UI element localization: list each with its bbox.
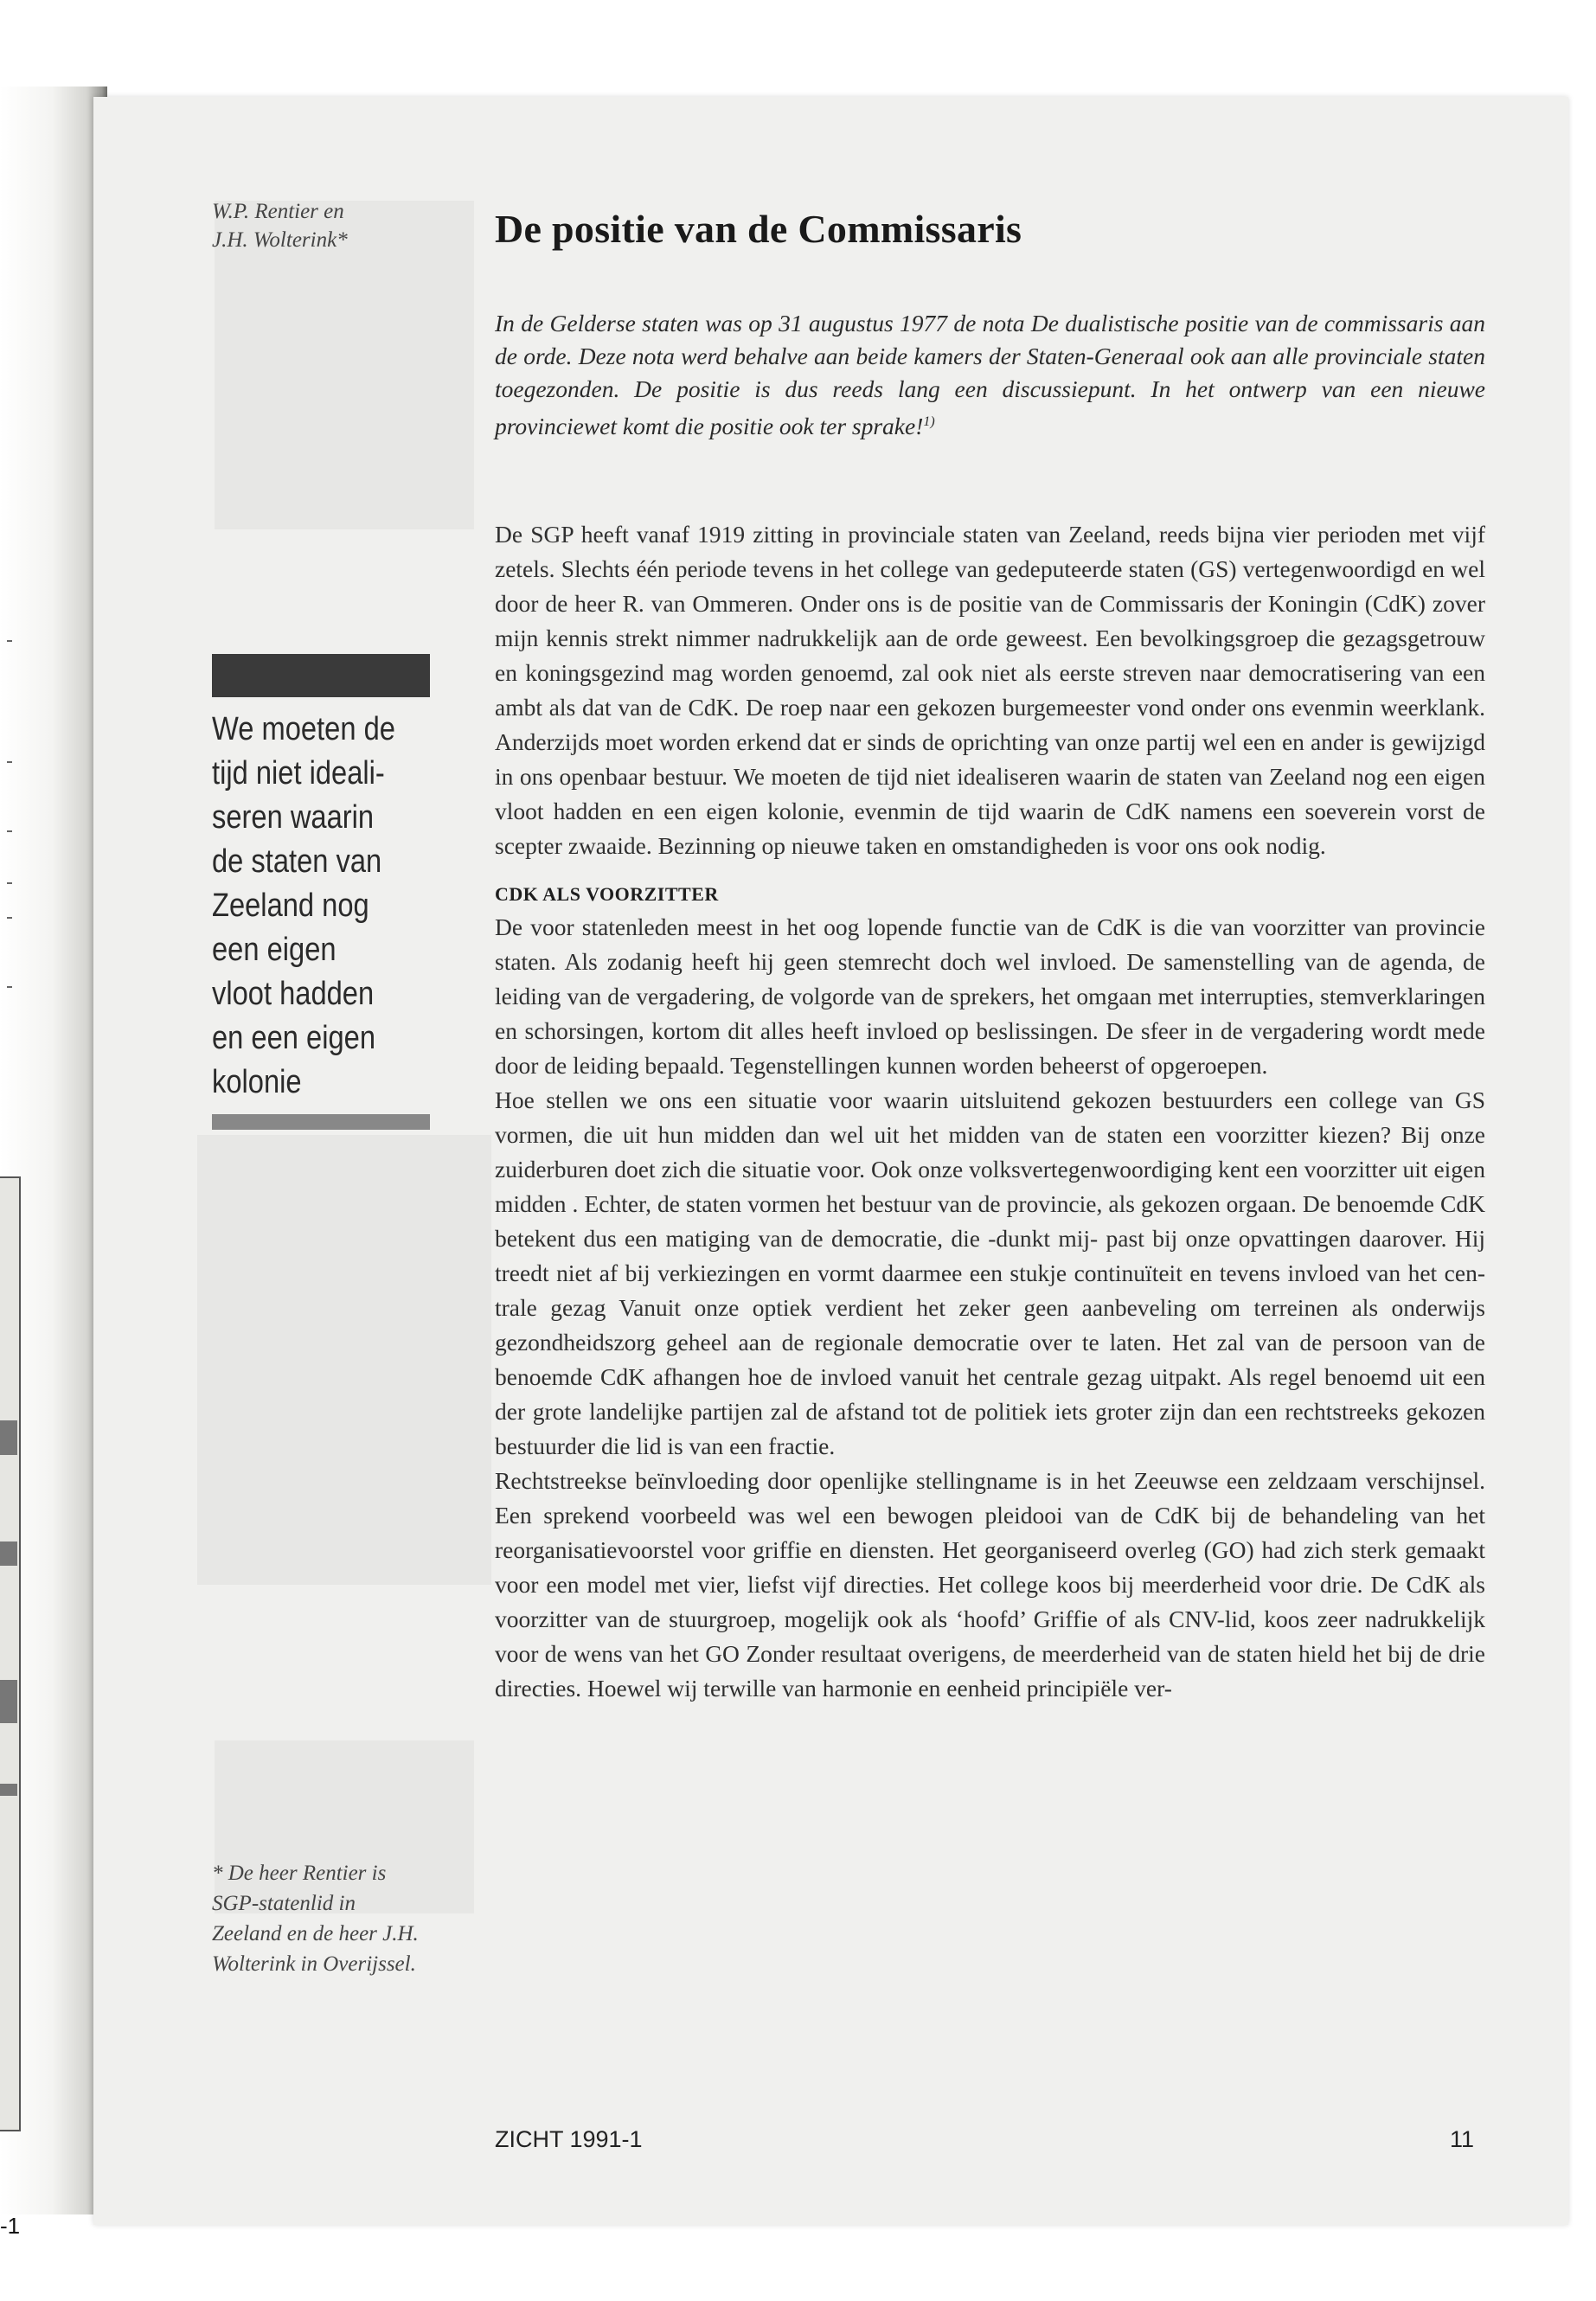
author-footnote: * De heer Rentier is SGP-statenlid in Zeeland en de heer J.H. Wolterink in Overijssel. <box>212 1862 419 1976</box>
previous-page-number: -1 <box>0 2213 21 2239</box>
body-paragraph-4: Rechtstreekse beïnvloeding door openlijke stellingname is in het Zeeuwse een zeldzaam verschijnsel. Een sprekend voorbeeld was wel een bewogen pleidooi van de CdK bij de behandeling van het reorganisatievoorstel voor griffie en diensten. Het georganiseerd overleg (GO) had zich sterk gemaakt voor een model met vier, liefst vijf directies. Het college koos bij meerderheid voor drie. De CdK als voorzitter van de stuurgroep, mogelijk ook als ‘hoofd’ Griffie of als CNV-lid, koos zeer nadrukkelijk voor de wens van het GO Zonder resultaat overigens, de meerderheid van de staten hield het bij de drie directies. Hoewel wij terwille van harmonie en eenheid principiële ver- <box>495 1467 1485 1702</box>
body-paragraph-2: De voor statenleden meest in het oog lopende functie van de CdK is die van voorzitter van provincie staten. Als zodanig heeft hij geen stemrecht doch wel invloed. De samenstelling van de agenda, de leiding van de vergadering, de volgorde van de sprekers, het omgaan met interrupties, stemverklaringen en schorsingen, kortom dit alles heeft invloed op beslissingen. De sfeer in de vergadering wordt mede door de leiding bepaald. Tegenstellingen kunnen worden beheerst of opgeroepen. <box>495 913 1485 1079</box>
article-intro <box>495 307 1485 443</box>
journal-footer: ZICHT 1991-1 <box>495 2126 643 2152</box>
pullquote: We moeten de tijd niet idealiseren waarin de staten van Zeeland nog een eigen vloot hadden en een eigen kolonie <box>212 711 395 1100</box>
pullquote-bar-bottom <box>212 1114 430 1130</box>
page-number: 11 <box>1450 2126 1475 2152</box>
body-paragraph-3: Hoe stellen we ons een situatie voor waarin uitsluitend gekozen bestuurders een college van GS vormen, die uit hun midden dan wel uit het midden van de staten een voorzitter kiezen? Bij onze zuiderburen doet zich die situatie voor. Ook onze volksvertegenwoordiging kent een voorzitter uit eigen midden . Echter, de staten vormen het bestuur van de provincie, als gekozen orgaan. De benoemde CdK betekent dus een matiging van de democratie, die -dunkt mij- past bij onze opvattingen daarover. Hij treedt niet af bij verkiezingen en vormt daarmee een stukje continuïteit en tevens invloed van het centrale gezag Vanuit onze optiek verdient het zeker geen aanbeveling om terreinen als onderwijs gezondheidszorg geheel aan de regionale democratie over te laten. Het zal van de persoon van de benoemde CdK afhangen hoe de invloed vanuit het centrale gezag uitpakt. Als regel benoemd uit een der grote landelijke partijen zal de afstand tot de politiek iets groter zijn dan een rechtstreeks gekozen bestuurder die lid is van een fractie. <box>495 1086 1485 1459</box>
intro-footnote-ref: 1) <box>923 414 935 429</box>
author-line-2: J.H. Wolterink* <box>212 228 348 252</box>
article-body <box>495 517 1485 1706</box>
book-spine-shadow <box>0 87 107 2239</box>
article-authors <box>212 197 420 254</box>
article-title: De positie van de Commissaris <box>495 207 1022 251</box>
author-line-1: W.P. Rentier en <box>212 200 344 223</box>
body-paragraph-1: De SGP heeft vanaf 1919 zitting in provinciale staten van Zeeland, reeds bijna vier perioden met vijf zetels. Slechts één periode tevens in het college van gedeputeerde staten (GS) vertegenwoordigd en wel door de heer R. van Ommeren. Onder ons is de positie van de Commissaris der Koningin (CdK) zover mijn kennis strekt nimmer nadrukkelijk aan de orde geweest. Een bevolkingsgroep die gezagsgetrouw en koningsgezind mag worden genoemd, zal ook niet als eerste streven naar democratisering van een ambt als dat van de CdK. De roep naar een gekozen burgemeester vond onder ons evenmin weerklank. Anderzijds moet worden erkend dat er sinds de oprichting van onze partij wel een en ander is gewijzigd in ons openbaar bestuur. We moeten de tijd niet idealiseren waarin de staten van Zeeland nog een eigen vloot hadden en een eigen kolonie, evenmin de tijd waarin de CdK namens een soeverein vorst de scepter zwaaide. Bezinning op nieuwe taken en omstandigheden is voor ons ook nodig. <box>495 521 1485 859</box>
pullquote-bar-top <box>212 654 430 697</box>
section-heading: CDK ALS VOORZITTER <box>495 883 719 905</box>
previous-page-edge <box>0 1176 21 2131</box>
intro-text: In de Gelderse staten was op 31 augustus 1977 de nota De dualistische positie van de commissaris aan de orde. Deze nota werd behalve aan beide kamers der Staten-Generaal ook aan alle provinciale staten toegezonden. De positie is dus reeds lang een discussiepunt. In het ontwerp van een nieuwe provinciewet komt die positie ook ter sprake! <box>495 310 1485 440</box>
